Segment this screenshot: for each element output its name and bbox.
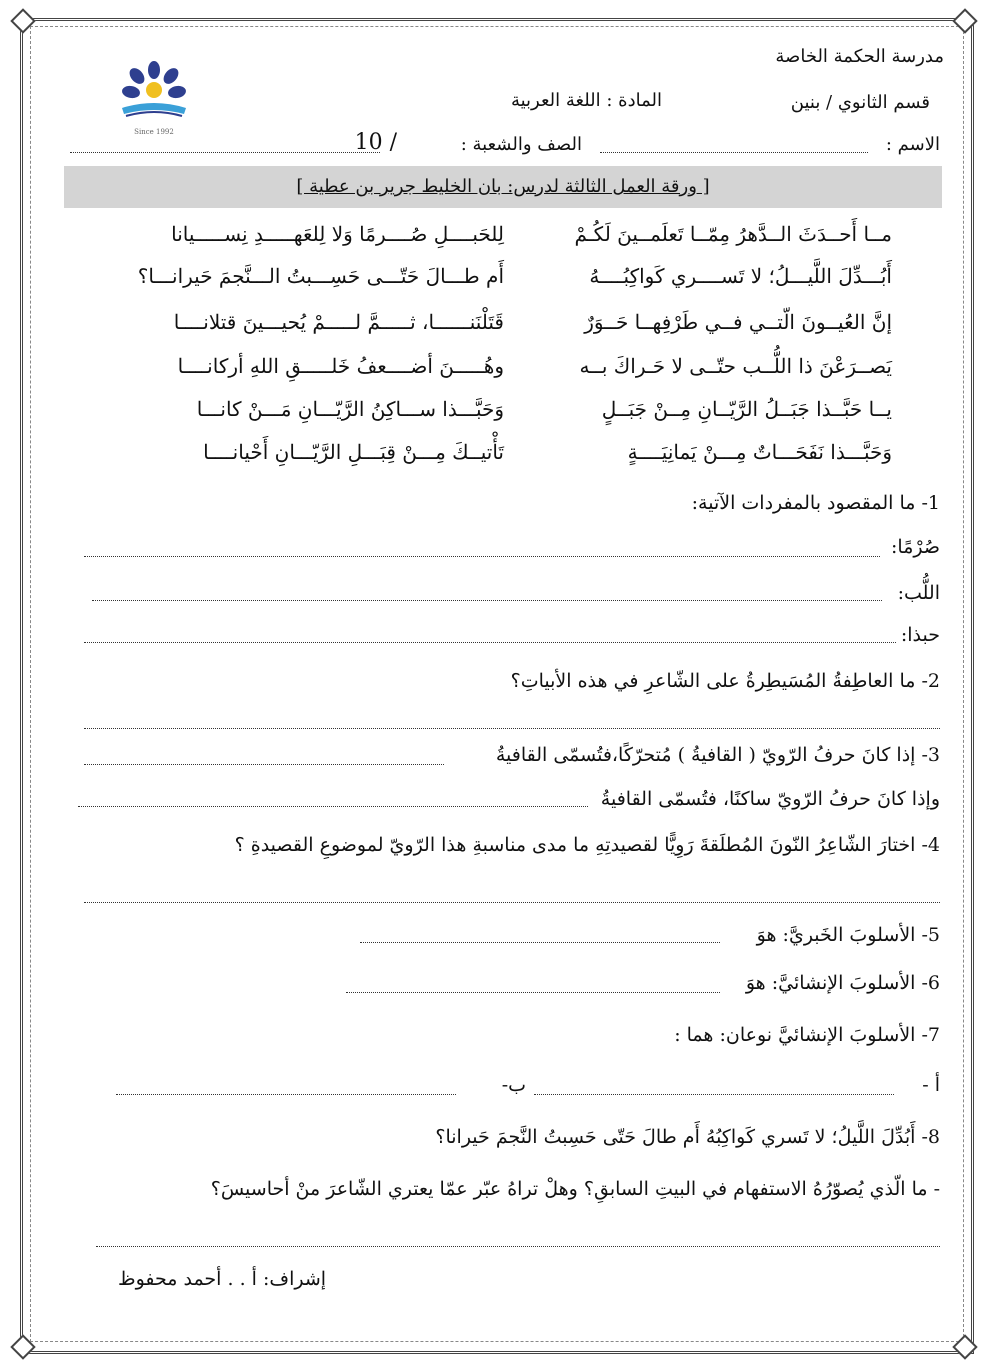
class-label: الصف والشعبة : bbox=[460, 134, 582, 155]
question-3a: 3- إذا كانَ حرفُ الرّويّ ( القافيةُ ) مُتحرّكًا،فتُسمّى القافيةُ bbox=[495, 744, 940, 766]
question-7: 7- الأسلوبَ الإنشائيَّ نوعان: هما : bbox=[674, 1024, 940, 1046]
answer-line[interactable] bbox=[360, 942, 720, 943]
name-field[interactable] bbox=[600, 152, 868, 153]
answer-line[interactable] bbox=[78, 806, 588, 807]
section-label: قسم الثانوي / بنين bbox=[790, 92, 930, 113]
verse-right: يــا حَبَّــذا جَبَــلُ الرَّيّــانِ مِــنْ جَبَــلٍ bbox=[601, 397, 892, 421]
verse-right: يَصــرَعْنَ ذا اللُّــب حتّــى لا حَـراكَ بــه bbox=[579, 354, 892, 378]
class-field[interactable] bbox=[70, 152, 380, 153]
option-b-label: ب- bbox=[501, 1074, 526, 1096]
answer-line[interactable] bbox=[84, 556, 880, 557]
verse-left: تَأْتيــكَ مِـــنْ قِبَـــلِ الرَّيّـــانِ أَحْيانــــا bbox=[203, 440, 504, 464]
answer-line[interactable] bbox=[84, 642, 896, 643]
question-8b: - ما الّذي يُصوّرُهُ الاستفهام في البيتِ السابقِ؟ وهلْ تراهُ عبّر عمّا يعتري الشّاعرَ منْ أحاسيسَ؟ bbox=[210, 1178, 940, 1200]
answer-line[interactable] bbox=[96, 1246, 940, 1247]
subject-label: المادة : اللغة العربية bbox=[510, 90, 662, 111]
verse-left: لِلحَبــــلِ صُــــرمًا وَلا لِلعَهـــــدِ نِســـــيانا bbox=[171, 222, 504, 246]
vocab-term: صُرْمًا: bbox=[891, 536, 940, 558]
verse-right: وَحَبَّـــذا نَفَحَـــاتٌ مِـــنْ يَمانِيَــــةٍ bbox=[627, 440, 892, 464]
answer-line[interactable] bbox=[84, 902, 940, 903]
question-8: 8- أَبُدِّلَ اللَّيلُ؛ لا تَسري كَواكِبُهُ أَم طالَ حَتّى حَسِبتُ النَّجمَ حَيرانا؟ bbox=[435, 1126, 940, 1148]
verse-left: وَحَبَّـــذا ســـاكِنُ الرَّيّـــانِ مَـــنْ كانـــا bbox=[196, 397, 504, 421]
question-1: 1- ما المقصود بالمفردات الآتية: bbox=[691, 492, 940, 514]
worksheet-title: [ ورقة العمل الثالثة لدرس: بان الخليط جرير بن عطية ] bbox=[296, 176, 710, 197]
school-name: مدرسة الحكمة الخاصة bbox=[775, 46, 944, 67]
question-3b: وإذا كانَ حرفُ الرّويّ ساكنًا، فتُسمّى القافيةُ bbox=[600, 788, 940, 810]
question-2: 2- ما العاطِفةُ المُسَيطِرةُ على الشّاعرِ في هذه الأبياتِ؟ bbox=[510, 670, 940, 692]
answer-line[interactable] bbox=[84, 728, 940, 729]
verse-right: إنَّ العُيــونَ الّتــي فــي طَرْفِهــا حَــوَرٌ bbox=[584, 310, 892, 334]
vocab-term: اللُّب: bbox=[897, 582, 940, 604]
supervisor-footer: إشراف: أ . . أحمد محفوظ bbox=[118, 1268, 327, 1290]
verse-left: أَم طـــالَ حَتّـــى حَسِـــبتُ الـــنَّجمَ حَيرانـــا؟ bbox=[137, 264, 504, 288]
answer-line[interactable] bbox=[346, 992, 720, 993]
grade-box: / 10 bbox=[354, 130, 397, 155]
name-label: الاسم : bbox=[885, 134, 940, 155]
verse-left: قَتَلْنَنــــــا، ثـــــمَّ لـــــمْ يُحيـــينَ قتلانــــا bbox=[173, 310, 504, 334]
answer-line[interactable] bbox=[534, 1094, 894, 1095]
verse-right: أَبُـــدِّلَ اللَّيـــلُ؛ لا تَســــري كَواكِبُــــهُ bbox=[589, 264, 892, 288]
question-4: 4- اختارَ الشّاعِرُ النّونَ المُطلَقةَ رَوِيًّا لقصيدتِهِ ما مدى مناسبةِ هذا الرّويّ لموضوعِ القصيدةِ ؟ bbox=[234, 834, 940, 856]
question-6: 6- الأسلوبَ الإنشائيَّ: هوَ bbox=[745, 972, 940, 994]
logo-caption: Since 1992 bbox=[134, 128, 174, 136]
school-logo bbox=[104, 58, 204, 138]
verse-left: وهُـــــنَ أضــــعفُ خَلـــــقِ اللهِ أركانــــا bbox=[177, 354, 504, 378]
option-a-label: أ - bbox=[922, 1074, 940, 1096]
answer-line[interactable] bbox=[116, 1094, 456, 1095]
verse-right: مــا أَحــدَثَ الــدَّهرُ مِمّــا تَعلَمــينَ لَكُـمْ bbox=[574, 222, 892, 246]
answer-line[interactable] bbox=[92, 600, 882, 601]
vocab-term: حبذا: bbox=[900, 624, 940, 646]
question-5: 5- الأسلوبَ الخَبريَّ: هوَ bbox=[756, 924, 940, 946]
answer-line[interactable] bbox=[84, 764, 444, 765]
